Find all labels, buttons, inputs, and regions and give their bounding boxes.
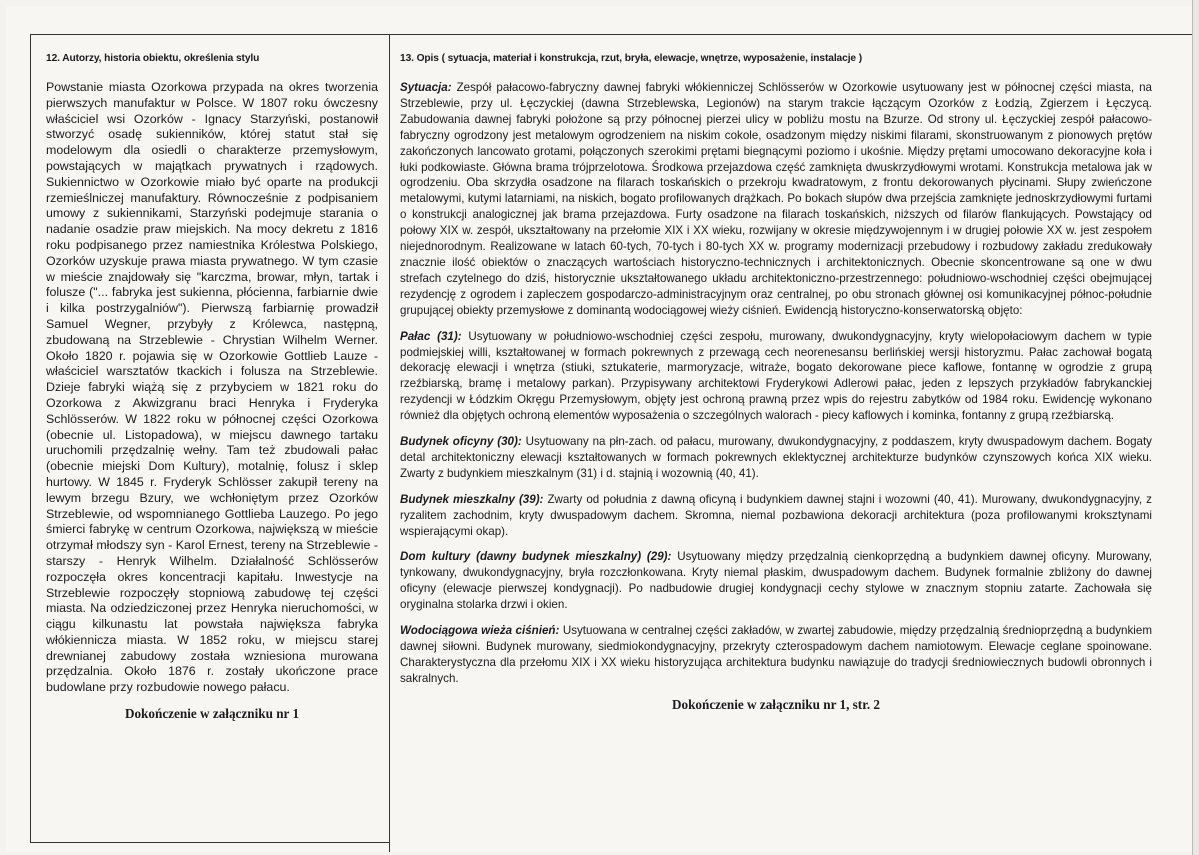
section-lead: Budynek oficyny (30): — [400, 435, 522, 449]
form-left-border — [30, 34, 31, 842]
section-lead: Wodociągowa wieża ciśnień: — [400, 624, 560, 638]
section-palace — [400, 329, 1152, 424]
section-text: Zwarty od południa z dawną oficyną i budynkiem dawnej stajni i wozowni (40, 41). Murowany, dwukondygnacyjny, z ryzalitem zachodnim, kryty dwuspadowym dachem. Skromna, niemal pozbawiona dekoracji architektura (poza profilowanymi kroksztynami wspierającymi okap). — [400, 492, 1152, 538]
section-text: Usytuowany między przędzalnią cienkoprzędną a budynkiem dawnej oficyny. Murowany, tynkowany, dwukondygnacyjny, bryła rozczłonkowana. Kryty niemal płaskim, dwuspadowym dachem. Budynek formalnie zbliżony do dawnej oficyny (elewacje pierwszej kondygnacji). Po nadbudowie drugiej kondygnacji cechy stylowe w znacznym stopniu zatarte. Zachowała się oryginalna stolarka drzwi i okien. — [400, 550, 1153, 612]
section-outbuilding — [400, 434, 1152, 482]
history-column — [46, 52, 378, 722]
section-culture-house — [400, 549, 1152, 613]
section-text: Usytuowana w centralnej części zakładów, w zwartej zabudowie, między przędzalnią średnioprzędną a budynkiem dawnej siłowni. Budynek murowany, siedmiokondygnacyjny, przekryty czterospadowym dachem namiotowym. Elewacje ceglane spoinowane. Charakterystyczna dla przełomu XIX i XX wieku historyzująca architektura budynku nawiązuje do tradycji średniowiecznych budowli obronnych i sakralnych. — [400, 624, 1152, 685]
section-text: Zespół pałacowo-fabryczny dawnej fabryki włókienniczej Schlösserów w Ozorkowie usytuowany jest w północnej części miasta, na Strzeblewie, przy ul. Łęczyckiej (dawna Strzeblewska, Legionów) na starym trakcie łączącym Ozorków z Łodzią, Zgierzem i Łęczycą. Zabudowania dawnej fabryki położone są przy północnej pierzei ulicy w pobliżu mostu na Bzurze. Od strony ul. Łęczyckiej zespół pałacowo-fabryczny ogrodzony jest metalowym ogrodzeniem na niskim cokole, osadzonym między niskimi filarami, skonstruowanym z pionowych prętów zakończonych lancowato grotami, połączonych szerokimi prętami biegnącymi poziomo i ukośnie. Między prętami umocowano dekoracyjne koła i łuki podkowiaste. Główna brama trójprzelotowa. Środkowa przejazdowa część zamknięta dwuskrzydłowymi wrotami. Konstrukcja metalowa jak w ogrodzeniu. Oba skrzydła osadzone na filarach toskańskich o przekroju kwadratowym, z frontu dekorowanych płycinami. Słupy zwieńczone metalowymi, kutymi latarniami, na niskich, bogato profilowanych drążkach. Po bokach słupów dwa przejścia zamknięte jednoskrzydłowymi furtami o konstrukcji analogicznej jak brama przejazdowa. Furty osadzone na filarach toskańskich, niższych od filarów flankujących. Powstający od połowy XIX w. zespół, ukształtowany na przełomie XIX i XX wieku, rozwijany w okresie międzywojennym i w drugiej połowie XX w. jest zespołem niejednorodnym. Realizowane w latach 60-tych, 70-tych i 80-tych XX w. programy modernizacji przebudowy i rozbudowy zakładu zredukowały znacznie ilość obiektów o znaczących wartościach historyczno-technicznych i architektonicznych. Obecnie skoncentrowane są one w dwu strefach czytelnego do dziś, historycznie ukształtowanego układu architektoniczno-przestrzennego: południowo-wschodniej części obejmującej rezydencję z ogrodem i zapleczem gospodarczo-administracyjnym oraz centralnej, po obu stronach głównej osi komunikacyjnej północ-południe grupującej obiekty przemysłowe z dominantą wodociągowej wieży ciśnień. Ewidencją historyczno-konserwatorską objęto: — [400, 81, 1152, 317]
section-lead: Pałac (31): — [400, 329, 462, 343]
section-situation — [400, 80, 1152, 319]
section-text: Usytuowany na płn-zach. od pałacu, murowany, dwukondygnacyjny, z poddaszem, kryty dwuspadowym dachem. Bogaty detal architektoniczny elewacji kształtowanych w formach pokrewnych eklektycznej architekturze budynków czynszowych końca XIX wieku. Zwarty z budynkiem mieszkalnym (31) i d. stajnią i wozownią (40, 41). — [400, 435, 1152, 480]
form-bottom-border — [30, 842, 390, 843]
description-continuation-note: Dokończenie w załączniku nr 1, str. 2 — [671, 696, 881, 712]
history-continuation-note: Dokończenie w załączniku nr 1 — [124, 706, 300, 722]
section-text: Usytuowany w południowo-wschodniej części zespołu, murowany, dwukondygnacyjny, kryty wielopołaciowym dachem w typie podmiejskiej willi, kształtowanej w formach pokrewnych z przewagą cech neorenesansu berlińskiej wersji historyzmu. Pałac zachował bogatą dekorację elewacji i wnętrza (stiuki, sztukaterie, marmoryzacje, witraże, bogato dekorowane piece kaflowe, fontannę w ogrodzie z grupą rzeźbiarską, bramę i metalowy parkan). Przypisywany architektowi Fryderykowi Adlerowi pałac, jeden z lepszych przykładów fabrykanckiej rezydencji w Łódzkim Okręgu Przemysłowym, objęty jest ochroną prawną przez wpis do rejestru zabytków od 1984 roku. Ewidencję wykonano również dla objętych ochroną elementów wyposażenia o szczególnych walorach - piecy kaflowych i kominka, fontanny z grupą rzeźbiarską. — [400, 329, 1152, 423]
description-heading: 13. Opis ( sytuacja, materiał i konstrukcja, rzut, bryła, elewacje, wnętrze, wyposażenie, instalacje ) — [400, 53, 863, 64]
history-heading: 12. Autorzy, historia obiektu, określenia stylu — [46, 53, 260, 64]
section-residential-building — [400, 492, 1152, 540]
description-column — [400, 52, 1152, 713]
history-text: Powstanie miasta Ozorkowa przypada na okres tworzenia pierwszych manufaktur w Polsce. W 1807 roku ówczesny właściciel wsi Ozorków - Ignacy Starzyński, postanowił stworzyć osadę sukienników, której statut stał się modelowym dla osiedli o charakterze przemysłowym, powstających w majątkach prywatnych i rządowych. Sukiennictwo w Ozorkowie miało być oparte na produkcji rzemieślniczej manufaktury. Równocześnie z podpisaniem umowy z sukiennikami, Starzyński podejmuje starania o nadanie osadzie praw miejskich. Na mocy dekretu z 1816 roku podpisanego przez namiestnika Królestwa Polskiego, Ozorków uzyskuje prawa miasta prywatnego. W tym czasie w mieście znajdowały się "karczma, browar, młyn, tartak i folusze ("... fabryka jest sukienna, płócienna, farbiarnie dwie i kilka postrzygalniów"). Pierwszą farbiarnię prowadził Samuel Wegner, przybyły z Królewca, następną, zbudowaną na Strzeblewie - Chrystian Wilhelm Werner. Około 1820 r. pojawia się w Ozorkowie Gottlieb Lauze - właściciel warsztatów tkackich i folusza na Strzeblewie. Dzieje fabryki wiążą się z przybyciem w 1821 roku do Ozorkowa z Akwizgranu braci Henryka i Fryderyka Schlösserów. W 1822 roku w północnej części Ozorkowa (obecnie ul. Listopadowa), w miejscu dawnego tartaku uruchomili przędzalnię wełny. Tam też zbudowali pałac (obecnie miejski Dom Kultury), motalnię, folusz i sklep hurtowy. W 1845 r. Fryderyk Schlösser zakupił tereny na lewym brzegu Bzury, we wchłoniętym przez Ozorków Strzeblewie, od wspomnianego Gottlieba Lauzego. Po jego śmierci fabrykę w centrum Ozorkowa, największą w mieście otrzymał młodszy syn - Karol Ernest, tereny na Strzeblewie - starszy - Henryk Wilhelm. Działalność Schlösserów rozpoczęła okres koncentracji kapitału. Inwestycje na Strzeblewie rozpoczęły stopniową zabudowę tej części miasta. Na odziedziczonej przez Henryka nieruchomości, w ciągu kilkunastu lat powstała największa fabryka włókiennicza miasta. W 1852 roku, w miejscu starej drewnianej zabudowy została wzniesiona murowana przędzalnia. Około 1876 r. zostały ukończone prace budowlane przy rozbudowie nowego pałacu. — [46, 80, 378, 695]
section-lead: Sytuacja: — [400, 81, 452, 94]
page-edge — [1192, 0, 1199, 855]
section-lead: Budynek mieszkalny (39): — [400, 492, 544, 506]
section-water-tower — [400, 623, 1152, 687]
form-top-border — [30, 34, 1194, 35]
section-lead: Dom kultury (dawny budynek mieszkalny) (29): — [400, 550, 672, 564]
column-divider — [389, 34, 390, 852]
